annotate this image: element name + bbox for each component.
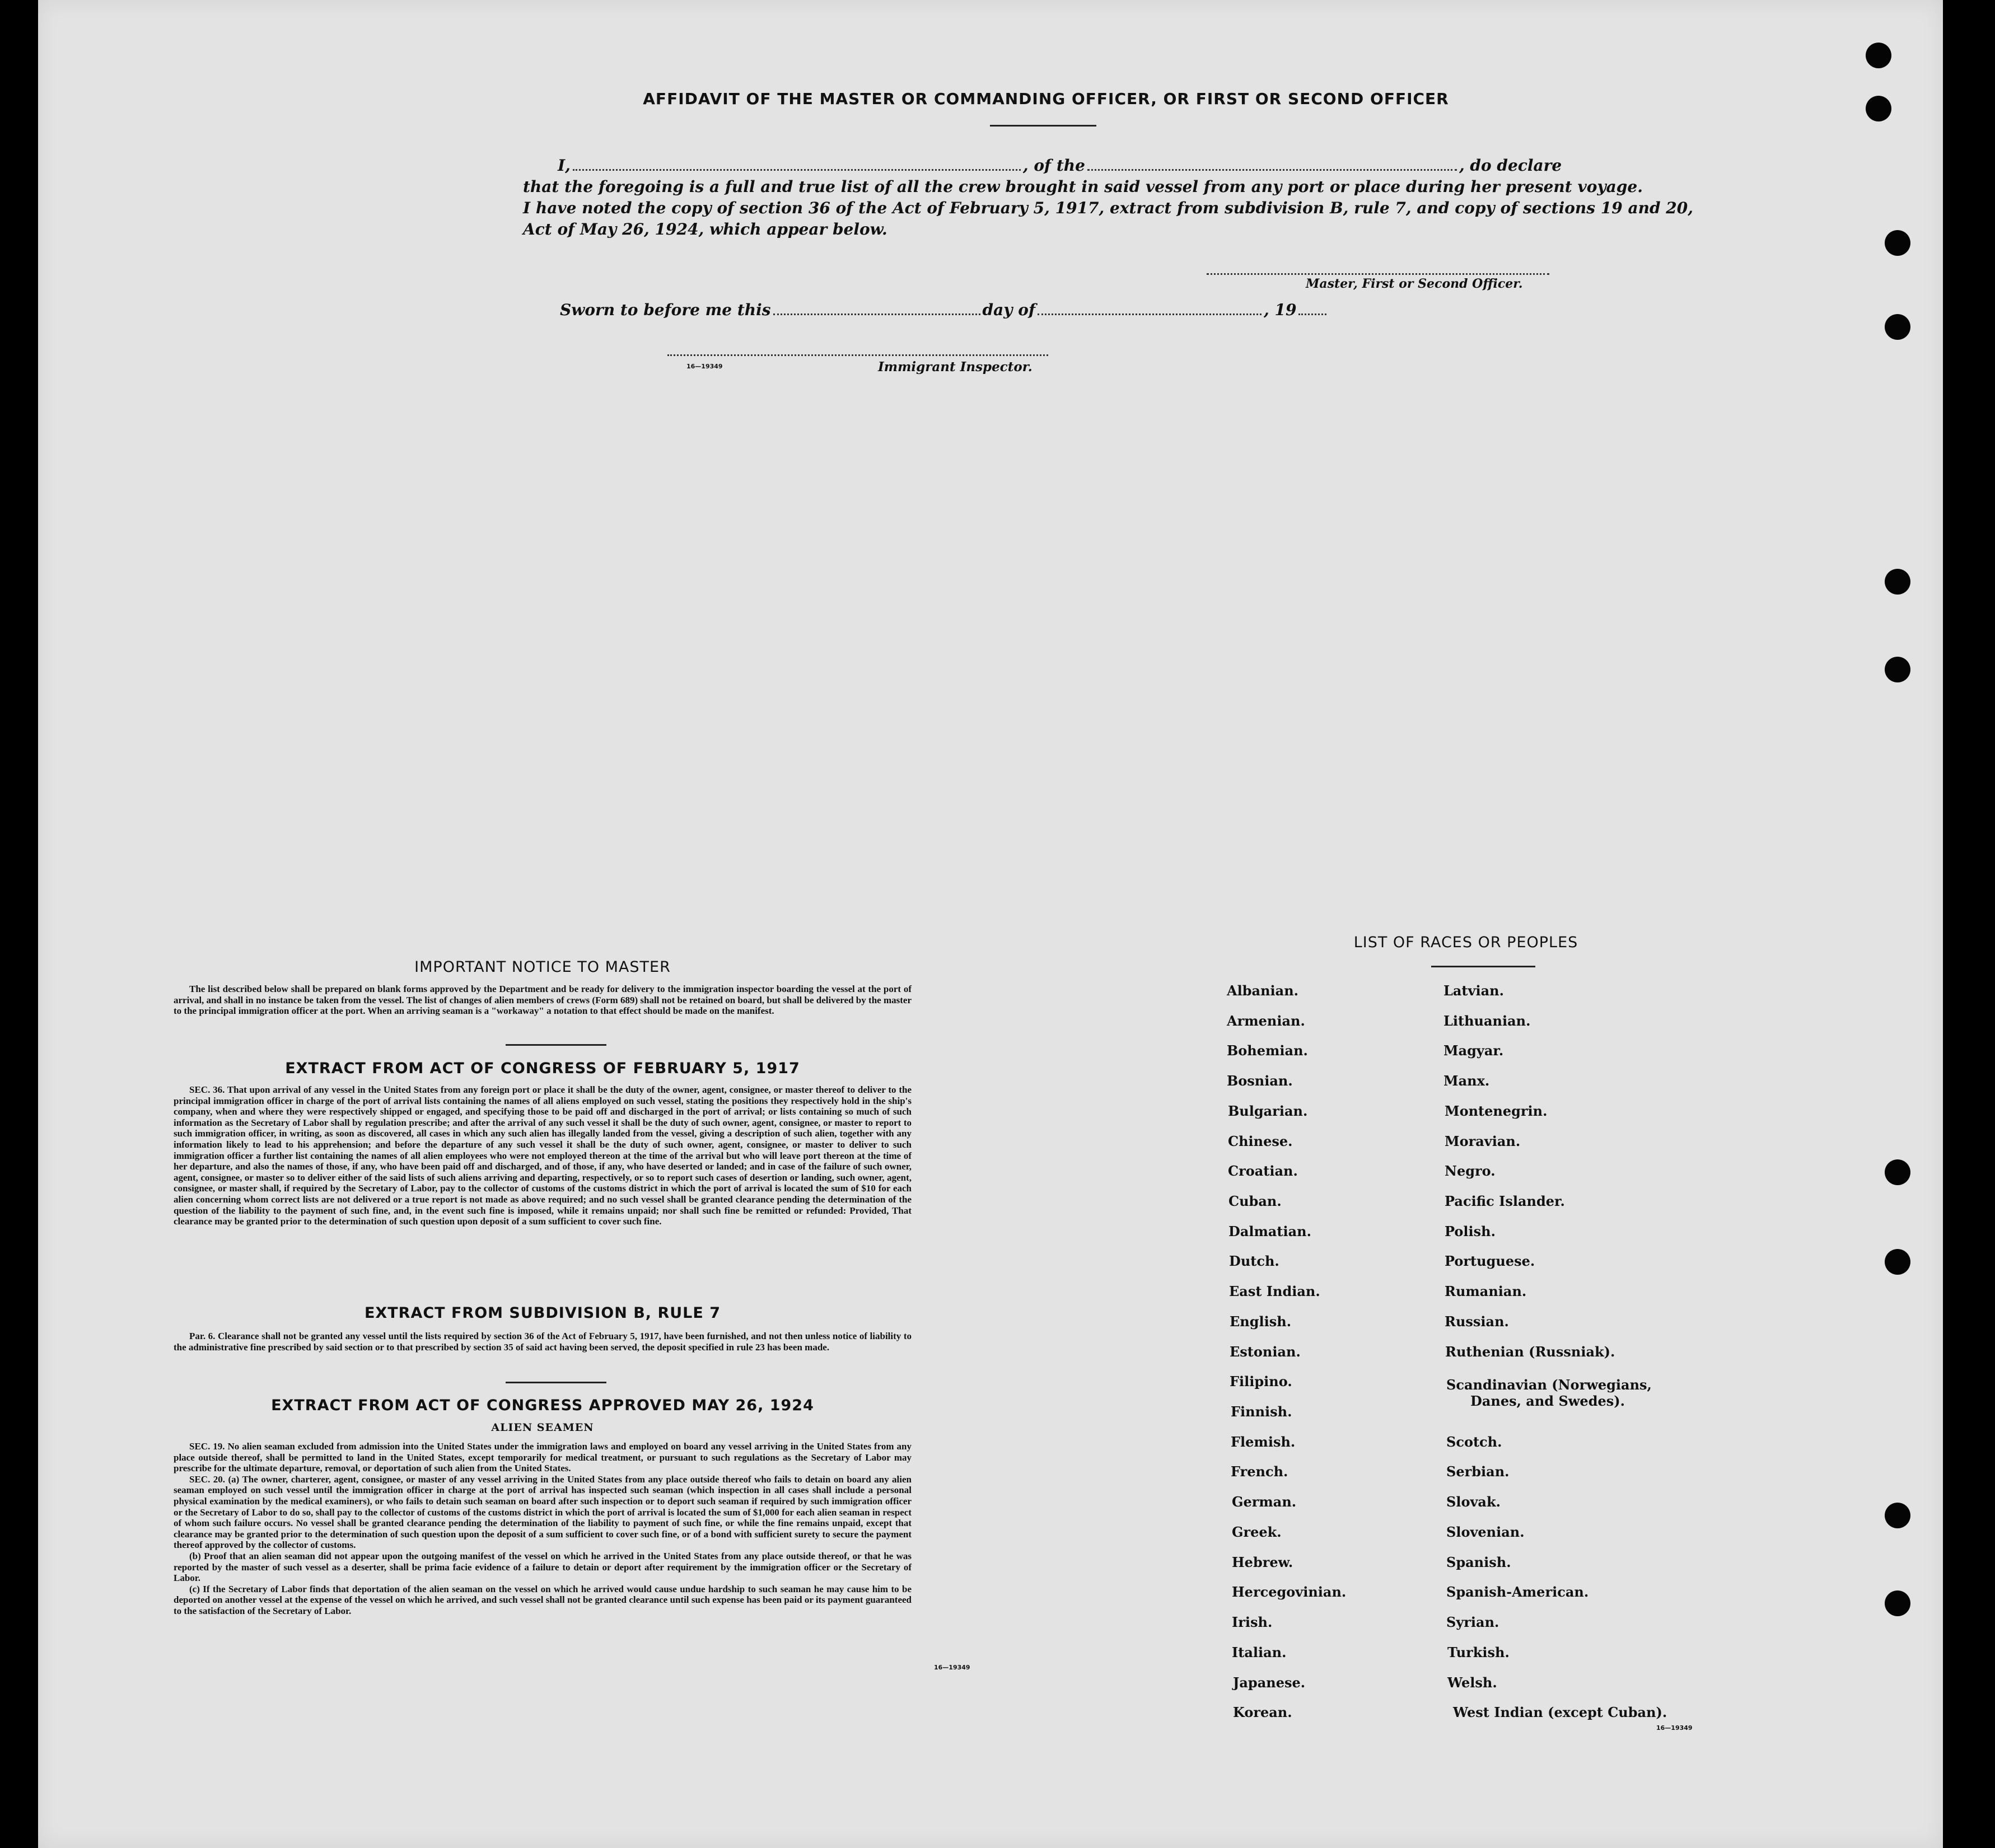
par-6-paragraph: Par. 6. Clearance shall not be granted any vessel until the lists required by section 36 of the Act of February 5, 1917, have been furnished, and not then unless notice of liability to the administrative fine prescribed by said section or to that prescribed by section 35 of said act having been served, the deposit specified in rule 23 has been made.: [174, 1331, 912, 1353]
race-item: Dutch.: [1229, 1253, 1279, 1269]
race-item: French.: [1231, 1463, 1288, 1480]
race-item: Rumanian.: [1445, 1283, 1527, 1299]
affidavit-of-the: , of the: [1022, 156, 1085, 175]
extract-1924-title: EXTRACT FROM ACT OF CONGRESS APPROVED MAY 26, 1924: [271, 1397, 814, 1414]
extract-1924-text: [174, 1441, 912, 1617]
affidavit-declare: , do declare: [1459, 156, 1562, 175]
race-item: Armenian.: [1227, 1013, 1305, 1029]
race-item: Montenegrin.: [1445, 1103, 1548, 1119]
race-item: German.: [1232, 1494, 1297, 1510]
extract-rule7-title: EXTRACT FROM SUBDIVISION B, RULE 7: [364, 1304, 721, 1322]
sworn-line: [560, 299, 1329, 321]
race-item: English.: [1230, 1313, 1292, 1330]
punch-hole: [1885, 1159, 1910, 1185]
punch-hole: [1885, 1590, 1910, 1616]
extract-1917-text: [174, 1084, 912, 1227]
inspector-signature-line[interactable]: [667, 353, 1048, 356]
race-item: Scotch.: [1446, 1434, 1502, 1450]
inspector-caption: Immigrant Inspector.: [878, 359, 1032, 375]
notice-paragraph: The list described below shall be prepared on blank forms approved by the Department and be ready for delivery to the immigration inspector boarding the vessel at the port of arrival, and shall in no instance be taken from the vessel. The list of changes of alien members of crews (Form 689) shall not be retained on board, but shall be delivered by the master to the principal immigration officer at the port. When an arriving seaman is a "workaway" a notation to that effect should be made on the manifest.: [174, 984, 912, 1017]
race-item: Cuban.: [1228, 1193, 1282, 1209]
race-item: Dalmatian.: [1228, 1223, 1311, 1239]
blank-name-field[interactable]: [573, 168, 1021, 171]
race-item: Flemish.: [1231, 1434, 1296, 1450]
affidavit-line-2: that the foregoing is a full and true list of all the crew brought in said vessel from any port or place during her present voyage.: [523, 177, 1643, 196]
race-item: Ruthenian (Russniak).: [1445, 1344, 1615, 1360]
race-item: Welsh.: [1447, 1674, 1497, 1691]
blank-month-field[interactable]: [1038, 312, 1262, 315]
notice-title: IMPORTANT NOTICE TO MASTER: [414, 958, 671, 976]
race-item: Moravian.: [1445, 1133, 1521, 1149]
form-number: 16—19349: [686, 363, 723, 370]
race-item: Bulgarian.: [1228, 1103, 1308, 1119]
signature-caption: Master, First or Second Officer.: [1306, 277, 1523, 291]
race-item: Croatian.: [1228, 1163, 1298, 1179]
sec-20a-paragraph: SEC. 20. (a) The owner, charterer, agent, consignee, or master of any vessel arriving in the United States from any place outside thereof who fails to detain on board any alien seaman employed on such vessel until the immigration officer in charge at the port of arrival has inspected such seaman (which inspection in all cases shall include a personal physical examination by the medical examiners), or who fails to detain such seaman on board after such inspection or to deport such seaman if required by such immigration officer or the Secretary of Labor to do so, shall pay to the collector of customs of the customs district in which the port of arrival is located the sum of $1,000 for each alien seaman in respect of whom such failure occurs. No vessel shall be granted clearance pending the determination of the liability to payment of such fine, or while the fine remains unpaid, except that clearance may be granted prior to the determination of such question upon the deposit of a sum sufficient to cover such fine, or of a bond with sufficient surety to secure the payment thereof approved by the collector of customs.: [174, 1473, 912, 1551]
blank-vessel-field[interactable]: [1087, 168, 1457, 171]
race-item: Hercegovinian.: [1232, 1584, 1347, 1600]
sec-20b-paragraph: (b) Proof that an alien seaman did not appear upon the outgoing manifest of the vessel on which he arrived in the United States from any place outside thereof, or that he was reported by the master of such vessel as a deserter, shall be prima facie evidence of a failure to detain or deport after requirement by the immigration officer or the Secretary of Labor.: [174, 1550, 912, 1584]
race-item: Danes, and Swedes).: [1470, 1393, 1625, 1409]
race-item: Scandinavian (Norwegians,: [1446, 1377, 1652, 1393]
race-item: Russian.: [1445, 1313, 1509, 1330]
race-item: Syrian.: [1446, 1614, 1499, 1630]
race-item: Serbian.: [1446, 1463, 1510, 1480]
punch-hole: [1866, 96, 1891, 121]
race-item: West Indian (except Cuban).: [1453, 1704, 1667, 1720]
document-page: [38, 0, 1943, 1848]
extract-rule7-text: [174, 1331, 912, 1353]
race-item: Chinese.: [1228, 1133, 1293, 1149]
punch-hole: [1885, 230, 1910, 256]
race-item: Finnish.: [1231, 1403, 1292, 1420]
form-number: 16—19349: [1656, 1724, 1693, 1732]
race-item: Negro.: [1445, 1163, 1496, 1179]
extract-1917-title: EXTRACT FROM ACT OF CONGRESS OF FEBRUARY 5, 1917: [285, 1060, 800, 1077]
race-item: Spanish-American.: [1446, 1584, 1589, 1600]
race-item: Latvian.: [1443, 983, 1504, 999]
punch-hole: [1885, 657, 1910, 682]
race-item: East Indian.: [1229, 1283, 1320, 1299]
notice-text: [174, 984, 912, 1017]
race-item: Japanese.: [1233, 1674, 1306, 1691]
alien-seamen-subtitle: ALIEN SEAMEN: [491, 1421, 594, 1434]
race-item: Manx.: [1443, 1073, 1490, 1089]
race-item: Estonian.: [1230, 1344, 1301, 1360]
races-title: LIST OF RACES OR PEOPLES: [1353, 934, 1578, 951]
punch-hole: [1885, 1503, 1910, 1528]
affidavit-line-4: Act of May 26, 1924, which appear below.: [523, 220, 887, 238]
race-item: Turkish.: [1447, 1644, 1510, 1660]
punch-hole: [1885, 1249, 1910, 1275]
sec-19-paragraph: SEC. 19. No alien seaman excluded from admission into the United States under the immigration laws and employed on board any vessel arriving in the United States from any place outside thereof, shall be permitted to land in the United States, except temporarily for medical treatment, or pursuant to such regulations as the Secretary of Labor may prescribe for the ultimate departure, removal, or deportation of such alien from the United States.: [174, 1441, 912, 1474]
race-item: Bosnian.: [1227, 1073, 1293, 1089]
sec-36-paragraph: SEC. 36. That upon arrival of any vessel in the United States from any foreign port or place it shall be the duty of the owner, agent, consignee, or master thereof to deliver to the principal immigration officer in charge of the port of arrival lists containing the names of all aliens employed on such vessel, stating the positions they respectively hold in the ship's company, when and where they were respectively shipped or engaged, and specifying those to be paid off and discharged in the port of arrival; or lists containing so much of such information as the Secretary of Labor shall by regulation prescribe; and after the arrival of any such vessel it shall be the duty of such owner, agent, consignee, or master to report to such immigration officer, in writing, as soon as discovered, all cases in which any such alien has illegally landed from the vessel, giving a description of such alien, together with any information likely to lead to his apprehension; and before the departure of any such vessel it shall be the duty of such owner, agent, consignee, or master to deliver to such immigration officer a further list containing the names of all alien employees who were not employed thereon at the time of the arrival but who will leave port thereon at the time of her departure, and also the names of those, if any, who have been paid off and discharged, and of those, if any, who have deserted or landed; and in case of the failure of such owner, agent, consignee, or master so to deliver either of the said lists of such aliens arriving and departing, respectively, or so to report such cases of desertion or landing, such owner, agent, consignee, or master shall, if required by the Secretary of Labor, pay to the collector of customs of the customs district in which the port of arrival is located the sum of $10 for each alien concerning whom correct lists are not delivered or a true report is not made as above required; and no such vessel shall be granted clearance pending the determination of the question of the liability to the payment of such fine, and, in the event such fine is imposed, while it remains unpaid; nor shall such fine be remitted or refunded: Provided, That clearance may be granted prior to the determination of such question upon deposit of a sum sufficient to cover such fine.: [174, 1084, 912, 1227]
sworn-day-of: day of: [982, 301, 1035, 319]
divider: [990, 125, 1096, 127]
race-item: Lithuanian.: [1443, 1013, 1531, 1029]
affidavit-line-1: [558, 155, 1562, 177]
divider: [506, 1044, 606, 1046]
race-item: Portuguese.: [1445, 1253, 1535, 1269]
punch-hole: [1885, 314, 1910, 340]
race-item: Polish.: [1445, 1223, 1496, 1239]
sec-20c-paragraph: (c) If the Secretary of Labor finds that deportation of the alien seaman on the vessel on which he arrived would cause undue hardship to such seaman he may cause him to be deported on another vessel at the expense of the vessel on which he arrived, and such vessel shall not be granted clearance until such expense has been paid or its payment guaranteed to the satisfaction of the Secretary of Labor.: [174, 1583, 912, 1616]
affidavit-i: I,: [558, 156, 571, 175]
race-item: Irish.: [1232, 1614, 1273, 1630]
affidavit-title: AFFIDAVIT OF THE MASTER OR COMMANDING OFFICER, OR FIRST OR SECOND OFFICER: [643, 90, 1449, 108]
signature-line[interactable]: [1207, 272, 1549, 275]
race-item: Hebrew.: [1232, 1554, 1293, 1570]
punch-hole: [1866, 43, 1891, 68]
blank-day-field[interactable]: [773, 312, 980, 315]
race-item: Slovenian.: [1446, 1524, 1525, 1540]
race-item: Bohemian.: [1227, 1042, 1308, 1059]
race-item: Spanish.: [1446, 1554, 1511, 1570]
sworn-year: , 19: [1264, 301, 1297, 319]
divider: [1431, 966, 1535, 967]
race-item: Pacific Islander.: [1445, 1193, 1565, 1209]
sworn-prefix: Sworn to before me this: [560, 301, 771, 319]
form-number: 16—19349: [934, 1664, 970, 1671]
divider: [506, 1382, 606, 1383]
punch-hole: [1885, 569, 1910, 595]
affidavit-line-3: I have noted the copy of section 36 of the Act of February 5, 1917, extract from subdivision B, rule 7, and copy of sections 19 and 20,: [523, 199, 1694, 217]
race-item: Korean.: [1233, 1704, 1292, 1720]
race-item: Magyar.: [1443, 1042, 1504, 1059]
blank-year-field[interactable]: [1298, 312, 1326, 315]
race-item: Filipino.: [1230, 1373, 1292, 1389]
race-item: Slovak.: [1446, 1494, 1501, 1510]
race-item: Italian.: [1232, 1644, 1287, 1660]
race-item: Greek.: [1232, 1524, 1282, 1540]
race-item: Albanian.: [1227, 983, 1298, 999]
